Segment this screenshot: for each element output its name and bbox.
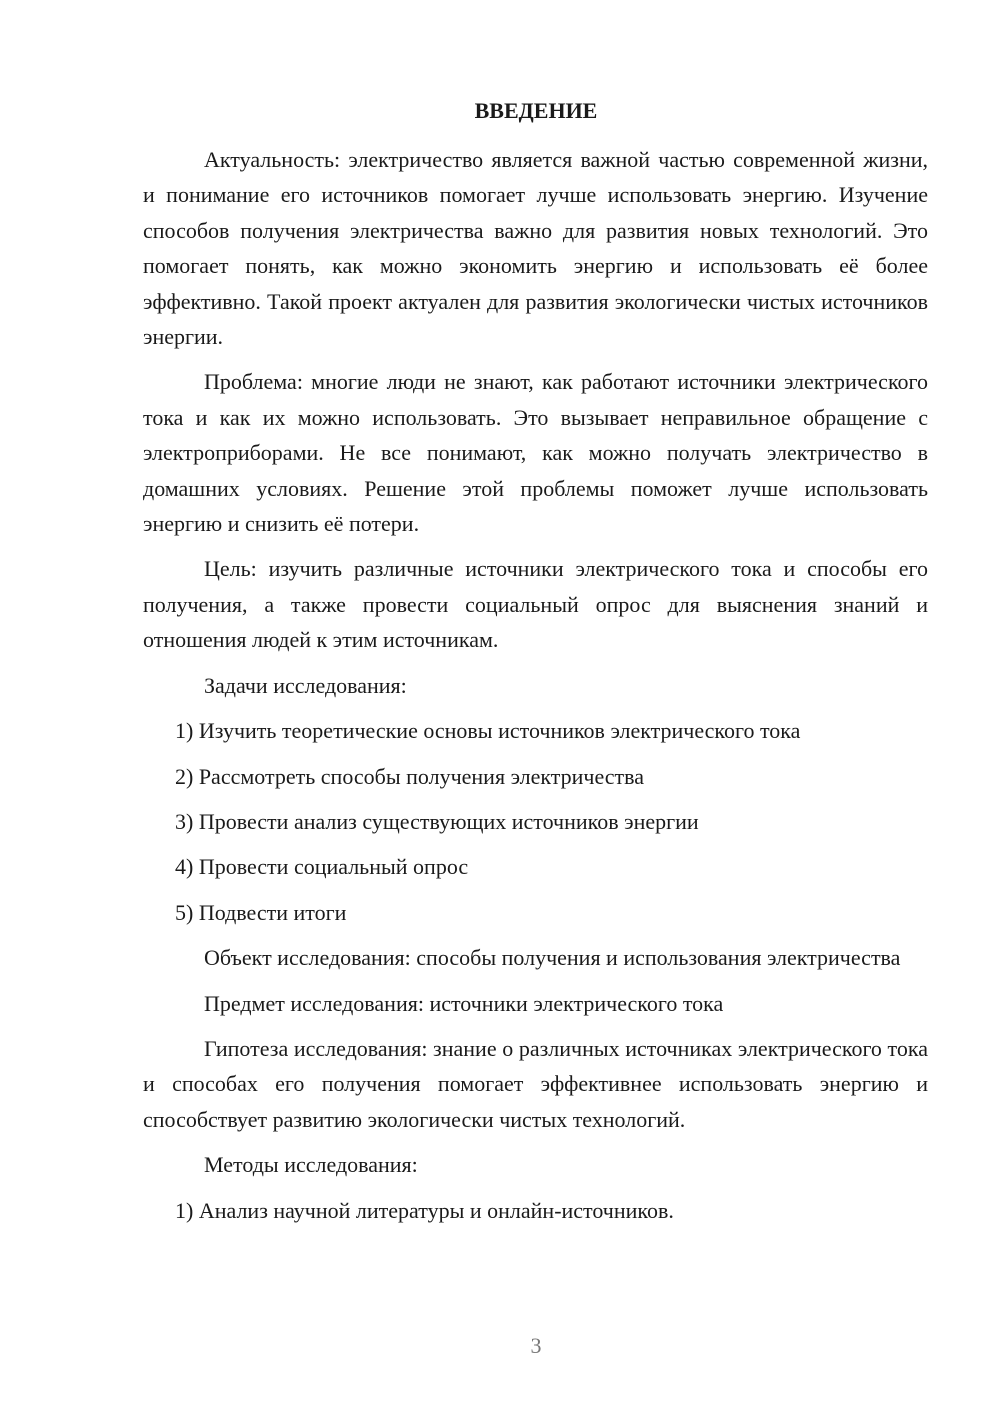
- methods-heading: Методы исследования:: [204, 1152, 418, 1178]
- paragraph-hypothesis: Гипотеза исследования: знание о различных источниках электрического тока и способах его получения помогает эффективнее использовать энергию и способствует развитию экологически чистых технологий.: [143, 1035, 928, 1132]
- paragraph-subject: Предмет исследования: источники электрического тока: [204, 990, 724, 1016]
- paragraph-problem: Проблема: многие люди не знают, как работают источники электрического тока и как их можно использовать. Это вызывает неправильное обращение с электроприборами. Не все понимают, как можно получать электричество в домашних условиях. Решение этой проблемы поможет лучше использовать энергию и снизить её потери.: [143, 369, 928, 537]
- tasks-heading: Задачи исследования:: [204, 672, 407, 698]
- document-body: [143, 142, 928, 1238]
- list-item-task-1: 1) Изучить теоретические основы источников электрического тока: [175, 718, 801, 744]
- paragraph-relevance: Актуальность: электричество является важной частью современной жизни, и понимание его источников помогает лучше использовать энергию. Изучение способов получения электричества важно для развития новых технологий. Это помогает понять, как можно экономить энергию и использовать её более эффективно. Такой проект актуален для развития экологически чистых источников энергии.: [143, 147, 928, 350]
- list-item-task-5: 5) Подвести итоги: [175, 899, 347, 925]
- paragraph-object: Объект исследования: способы получения и использования электричества: [204, 945, 901, 971]
- list-item-task-4: 4) Провести социальный опрос: [175, 854, 469, 880]
- list-item-task-2: 2) Рассмотреть способы получения электричества: [175, 763, 645, 789]
- list-item-method-1: 1) Анализ научной литературы и онлайн-источников.: [175, 1197, 674, 1223]
- page-number: 3: [530, 1333, 542, 1358]
- section-title: ВВЕДЕНИЕ: [474, 98, 598, 123]
- paragraph-goal: Цель: изучить различные источники электрического тока и способы его получения, а также провести социальный опрос для выяснения знаний и отношения людей к этим источникам.: [143, 556, 928, 653]
- list-item-task-3: 3) Провести анализ существующих источников энергии: [175, 808, 699, 834]
